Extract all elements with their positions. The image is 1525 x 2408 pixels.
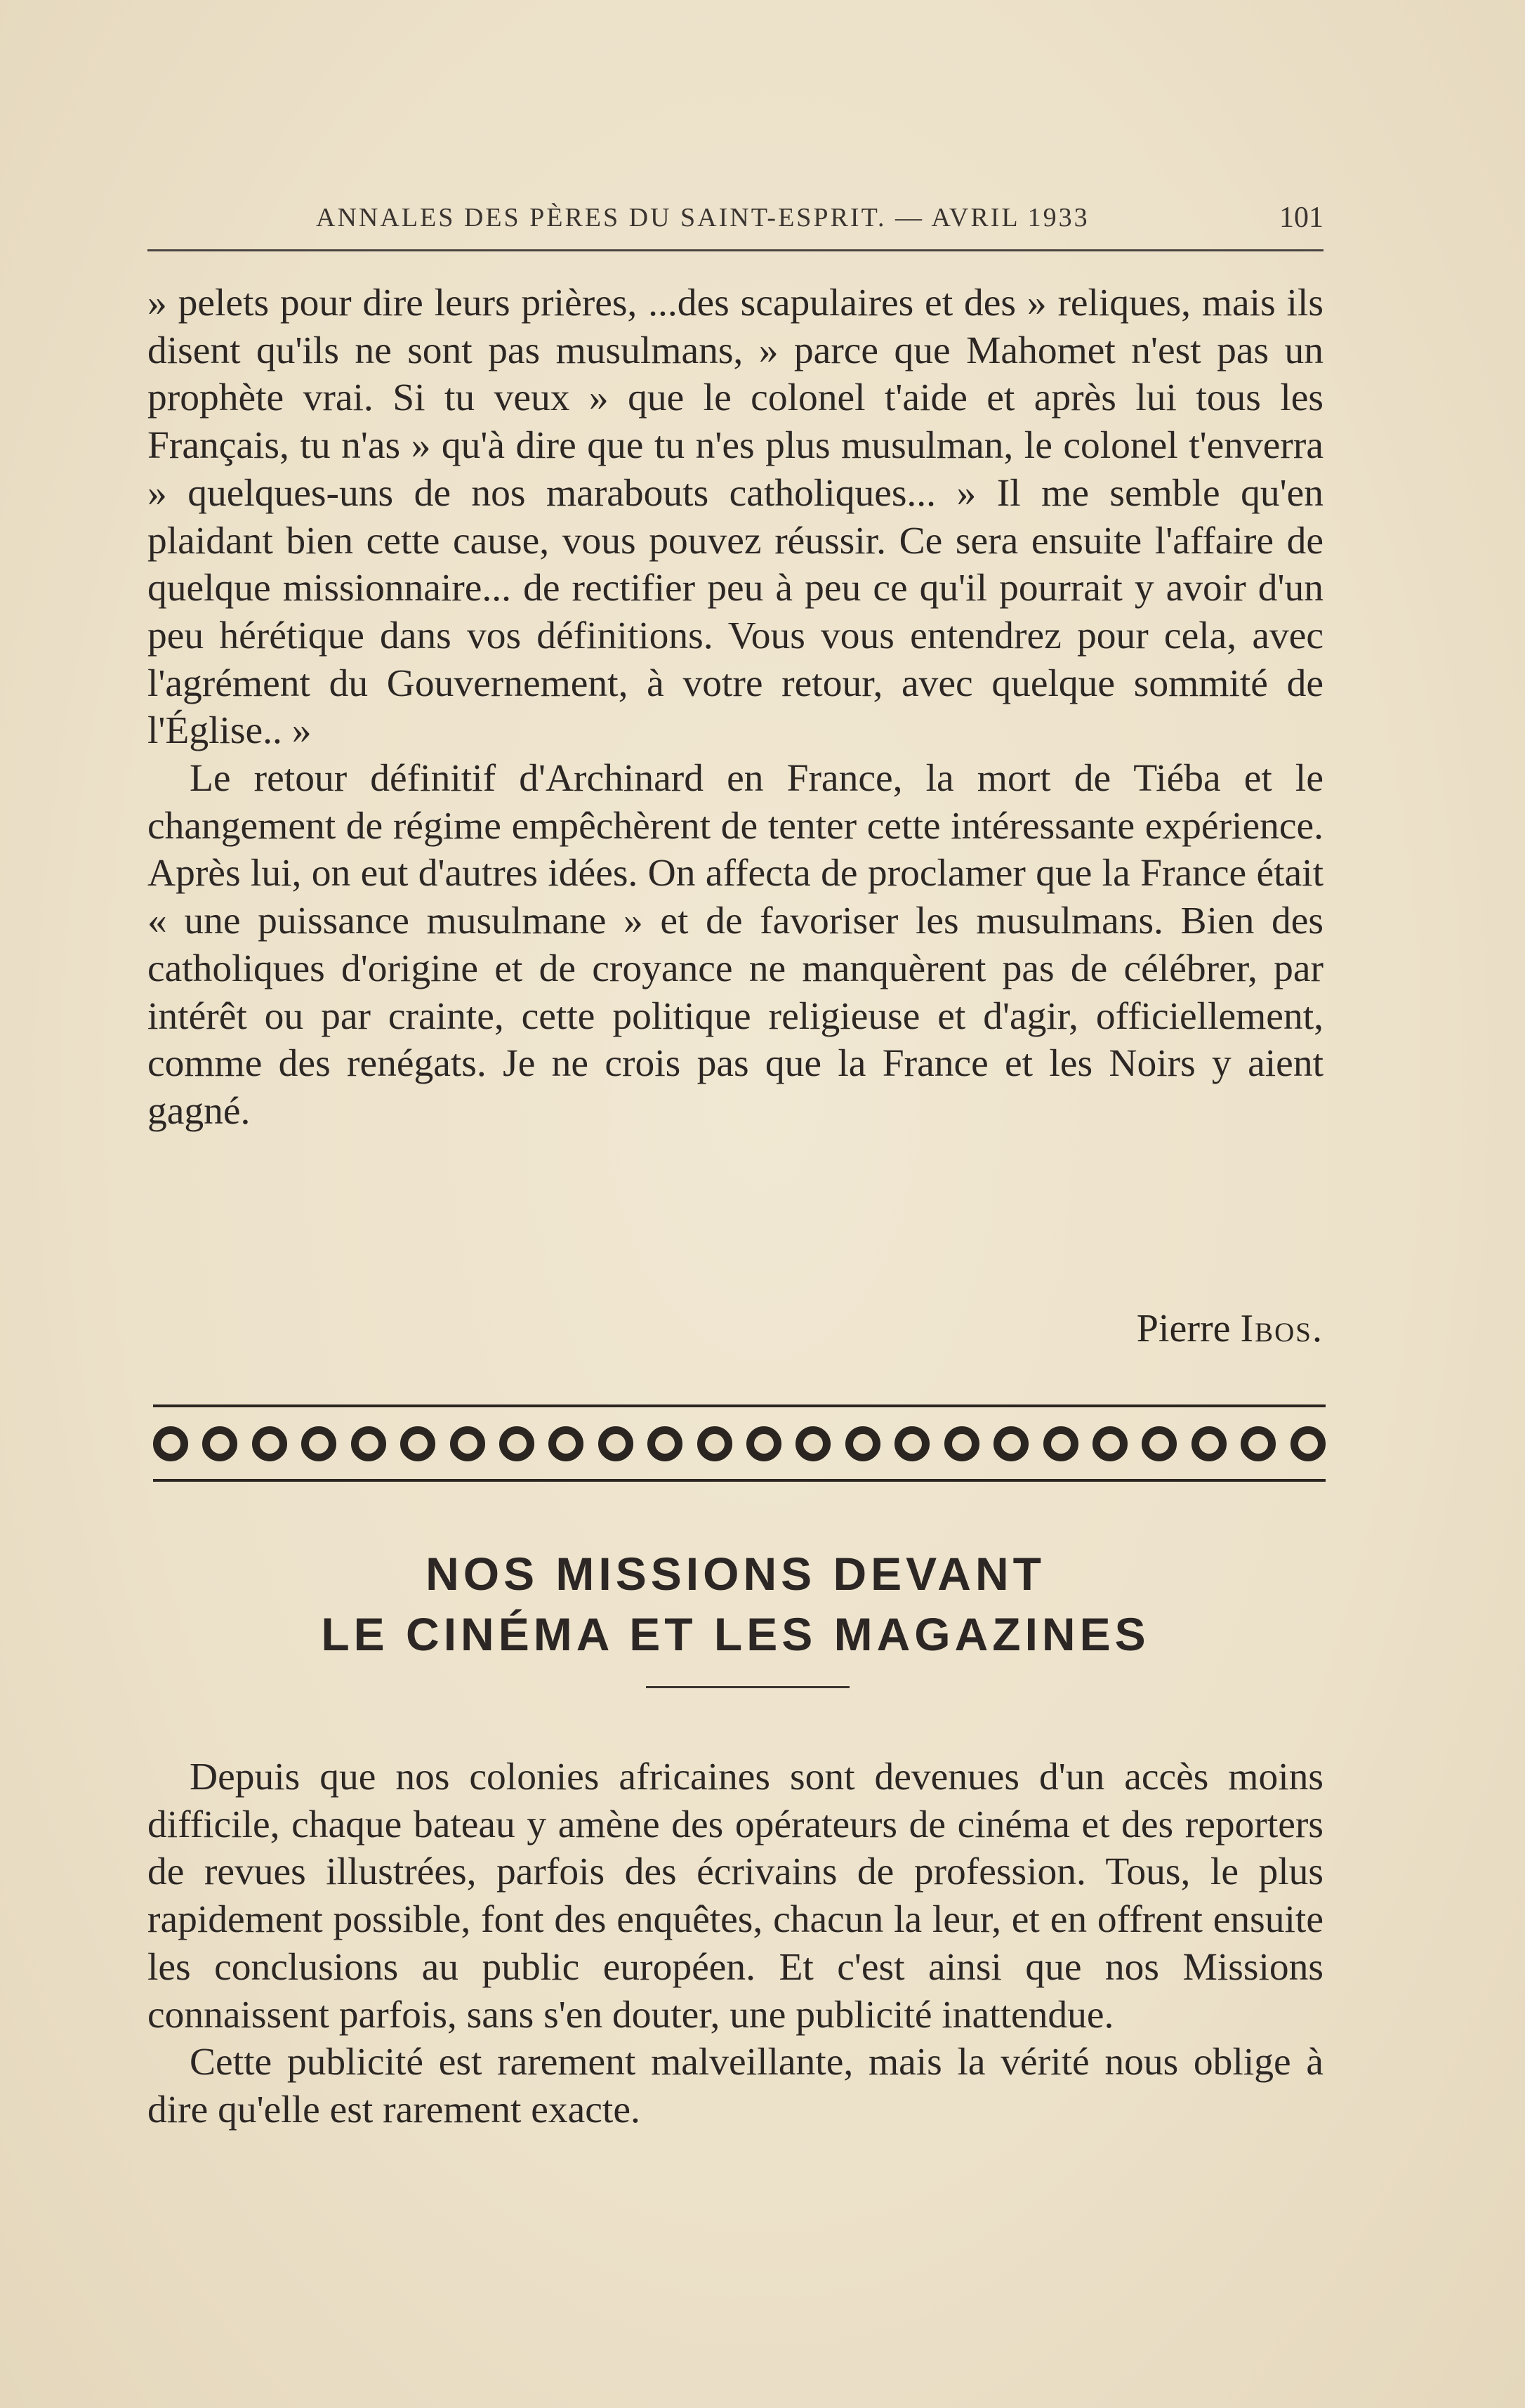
ornament-circle <box>351 1426 386 1461</box>
ornament-bottom-rule <box>153 1479 1326 1482</box>
ornament-circle <box>697 1426 732 1461</box>
ornament-circle-band <box>153 1420 1326 1468</box>
ornament-circle <box>202 1426 237 1461</box>
ornament-circle <box>1191 1426 1227 1461</box>
ornament-circle <box>1241 1426 1276 1461</box>
ornament-circle <box>450 1426 485 1461</box>
article-1 <box>147 279 1323 1136</box>
ornament-circle <box>1290 1426 1326 1461</box>
running-title: ANNALES DES PÈRES DU SAINT-ESPRIT. — AVRIL 1933 <box>316 203 1090 232</box>
ornament-circle <box>993 1426 1029 1461</box>
ornament-circle <box>1043 1426 1078 1461</box>
ornament-circle <box>301 1426 336 1461</box>
ornament-circle <box>795 1426 831 1461</box>
ornament-circle <box>1142 1426 1177 1461</box>
ornament-circle <box>894 1426 930 1461</box>
signature-last-name: Ibos. <box>1240 1307 1323 1350</box>
page-number: 101 <box>1279 202 1323 234</box>
ornament-circle <box>845 1426 880 1461</box>
article-2-paragraph-1: Depuis que nos colonies africaines sont devenues d'un accès moins difficile, chaque bateau y amène des opérateurs de cinéma et des reporters de revues illustrées, parfois des écrivains de profession. Tous, le plus rapidement possible, font des enquêtes, chacun la leur, et en offrent ensuite les conclusions au public européen. Et c'est ainsi que nos Missions connaissent parfois, sans s'en douter, une publicité inattendue. <box>147 1756 1323 2037</box>
ornament-circle <box>598 1426 633 1461</box>
ornament-circle <box>548 1426 583 1461</box>
ornament-circle <box>153 1426 188 1461</box>
running-header <box>147 198 1323 240</box>
article-2 <box>147 1754 1323 2134</box>
ornament-circle <box>1092 1426 1128 1461</box>
signature <box>147 1306 1345 1351</box>
title-underline-rule <box>646 1686 850 1688</box>
ornament-top-rule <box>153 1404 1326 1407</box>
article-2-title-line-1: NOS MISSIONS DEVANT <box>425 1548 1045 1600</box>
article-1-paragraph-2: Le retour définitif d'Archinard en France, la mort de Tiéba et le changement de régime empêchèrent de tenter cette intéressante expérience. Après lui, on eut d'autres idées. On affecta de proclamer que la France était « une puissance musulmane » et de favoriser les musulmans. Bien des catholiques d'origine et de croyance ne manquèrent pas de célébrer, par intérêt ou par crainte, cette politique religieuse et d'agir, officiellement, comme des renégats. Je ne crois pas que la France et les Noirs y aient gagné. <box>147 757 1323 1133</box>
ornament-circle <box>252 1426 287 1461</box>
article-2-title-line-2: LE CINÉMA ET LES MAGAZINES <box>321 1608 1150 1660</box>
signature-first-name: Pierre <box>1136 1307 1231 1350</box>
header-rule <box>147 249 1323 251</box>
ornament-circle <box>944 1426 979 1461</box>
ornament-circle <box>400 1426 435 1461</box>
article-1-paragraph-1: » pelets pour dire leurs prières, ...des scapulaires et des » reliques, mais ils disent qu'ils ne sont pas musulmans, » parce que Mahomet n'est pas un prophète vrai. Si tu veux » que le colonel t'aide et après lui tous les Français, tu n'as » qu'à dire que tu n'es plus musulman, le colonel t'enverra » quelques-uns de nos marabouts catholiques... » Il me semble qu'en plaidant bien cette cause, vous pouvez réussir. Ce sera ensuite l'affaire de quelque missionnaire... de rectifier peu à peu ce qu'il pourrait y avoir d'un peu hérétique dans vos définitions. Vous vous entendrez pour cela, avec l'agrément du Gouvernement, à votre retour, avec quelque sommité de l'Église.. » <box>147 282 1323 753</box>
ornament-circle <box>647 1426 682 1461</box>
ornament-circle <box>499 1426 534 1461</box>
ornament-circle <box>746 1426 781 1461</box>
article-2-paragraph-2: Cette publicité est rarement malveillante, mais la vérité nous oblige à dire qu'elle est rarement exacte. <box>147 2041 1323 2131</box>
